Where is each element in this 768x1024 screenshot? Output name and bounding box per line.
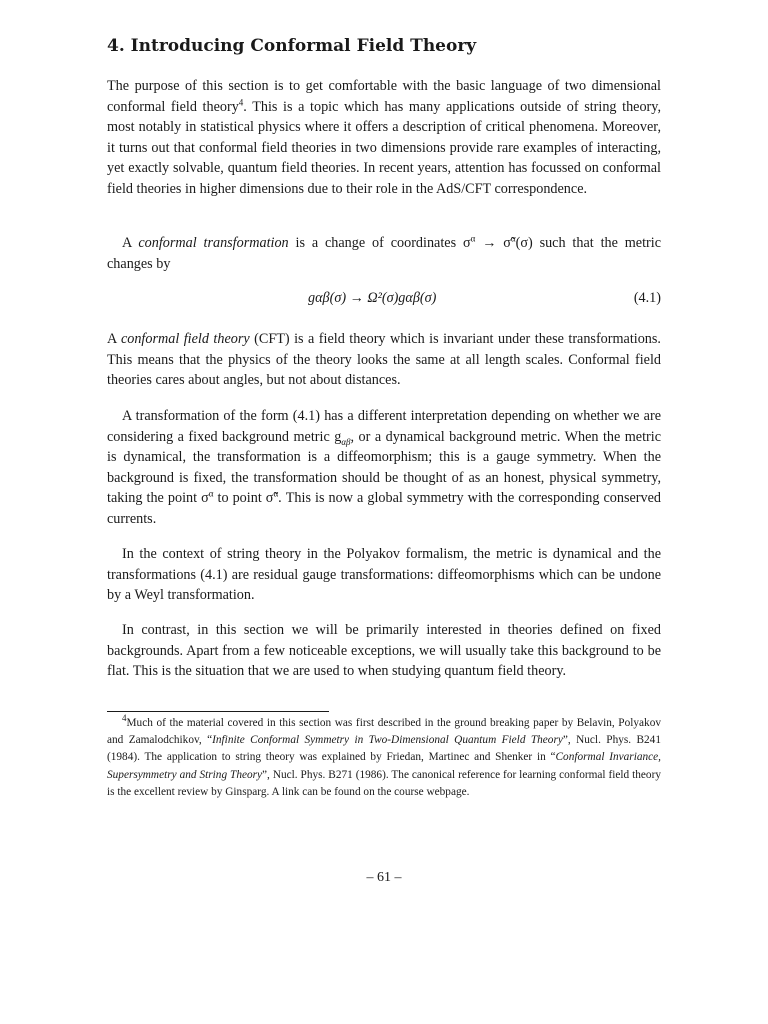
text: , or a dynamical background metric. When the metric is dynamical, the transformation is a diffeomorphism; this is a gauge symmetry. When the background is fixed, the transformation should be thought of as an honest, physical symmetry, taking the point σ — [107, 428, 662, 506]
superscript: α — [510, 233, 516, 244]
subscript: αβ — [341, 436, 351, 447]
equation-4-1 — [107, 290, 661, 314]
paragraph-fixed-backgrounds: In contrast, in this section we will be primarily interested in theories defined on fixed backgrounds. Apart from a few noticeable exceptions, we will usually take this background to be flat. This is the situation that we are used to when studying quantum field theory. — [107, 622, 661, 679]
text: A transformation of the form (4.1) has a different interpretation depending on whether we are considering a fixed background metric g — [107, 408, 661, 445]
text: (CFT) is a field theory which is invariant under these transformations. This means that the physics of the theory looks the same at all length scales. Conformal field theories cares about angles, but not about distances. — [107, 331, 661, 388]
footnote-marker: 4 — [238, 96, 244, 107]
footnote — [107, 715, 661, 801]
cited-title-2: Conformal Invariance, Supersymmetry and String Theory — [107, 751, 661, 781]
superscript: α — [273, 488, 279, 499]
cited-title-1: Infinite Conformal Symmetry in Two-Dimensional Quantum Field Theory — [212, 734, 563, 747]
footnote-rule — [107, 711, 329, 712]
text: A — [107, 331, 121, 347]
text: ”, Nucl. Phys. B241 (1984). The application to string theory was explained by Friedan, Martinec and Shenker in “ — [107, 734, 661, 764]
text: . This is now a global symmetry with the corresponding conserved currents. — [107, 490, 661, 527]
text: ”, Nucl. Phys. B271 (1986). The canonical reference for learning conformal field theory is the excellent review by Ginsparg. A link can be found on the course webpage. — [107, 768, 661, 798]
equation-expression: gαβ(σ) → Ω²(σ)gαβ(σ) — [308, 290, 437, 306]
text: is a change of coordinates σ — [288, 235, 471, 251]
term-conformal-transformation: conformal transformation — [138, 235, 289, 251]
text: (σ) such that the metric changes by — [107, 235, 661, 272]
text: . This is a topic which has many applications outside of string theory, most notably in statistical physics where it offers a description of critical phenomena. Moreover, it turns out that conformal field theories in two dimensions provide rare examples of interacting, yet exactly solvable, quantum field theories. In recent years, attention has focussed on conformal field theories in higher dimensions due to their role in the AdS/CFT correspondence. — [107, 98, 662, 197]
paragraph-interpretation — [107, 406, 661, 529]
paragraph-cft-definition — [107, 329, 661, 391]
superscript: α — [208, 488, 214, 499]
term-conformal-field-theory: conformal field theory — [120, 331, 250, 347]
text: The purpose of this section is to get comfortable with the basic language of two dimensional conformal field theory — [107, 78, 661, 115]
superscript: α — [470, 233, 476, 244]
paragraph-intro — [107, 76, 661, 199]
text: Much of the material covered in this section was first described in the ground breaking paper by Belavin, Polyakov and Zamalodchikov, “ — [107, 717, 661, 747]
section-title: 4. Introducing Conformal Field Theory — [107, 36, 477, 56]
text: A — [122, 235, 139, 251]
equation-number: (4.1) — [633, 290, 661, 306]
text: → σ̃ — [475, 235, 511, 251]
page-number: – 61 – — [366, 870, 402, 885]
paragraph-conformal-transformation — [107, 233, 661, 274]
paragraph-polyakov: In the context of string theory in the Polyakov formalism, the metric is dynamical and the transformations (4.1) are residual gauge transformations: diffeomorphisms which can be undone by a Weyl transformation. — [107, 546, 661, 603]
footnote-mark: 4 — [122, 713, 127, 724]
text: to point σ̃ — [213, 490, 274, 506]
